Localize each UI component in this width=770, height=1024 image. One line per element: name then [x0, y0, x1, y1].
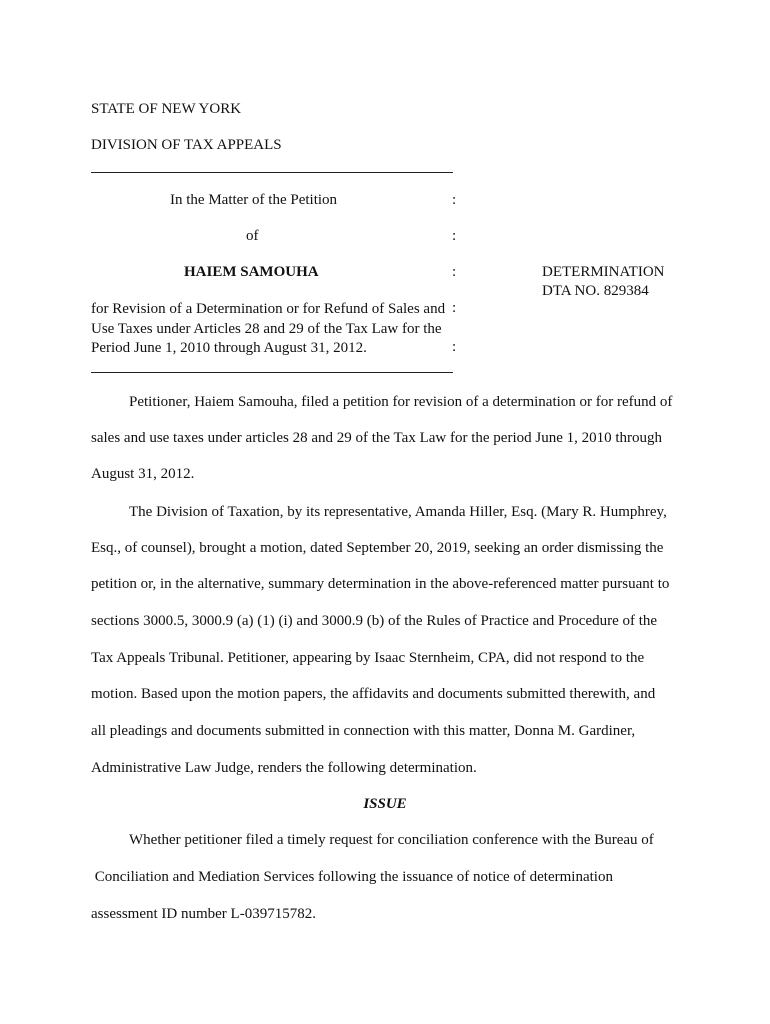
issue-heading: ISSUE: [363, 796, 407, 812]
body-text-line: August 31, 2012.: [91, 466, 195, 482]
caption-colon: :: [452, 192, 457, 208]
body-text-line: Whether petitioner filed a timely request for conciliation conference with the Bureau of: [129, 832, 654, 848]
state-heading: STATE OF NEW YORK: [91, 101, 242, 117]
body-text-line: motion. Based upon the motion papers, the affidavits and documents submitted therewith, and: [91, 686, 656, 702]
body-text-line: assessment ID number L-039715782.: [91, 906, 316, 922]
body-text-line: Petitioner, Haiem Samouha, filed a petition for revision of a determination or for refund of: [129, 394, 673, 410]
of-line: of: [246, 228, 259, 244]
caption-bottom-rule: [91, 372, 453, 373]
body-text-line: Conciliation and Mediation Services following the issuance of notice of determination: [91, 869, 613, 885]
caption-top-rule: [91, 172, 453, 173]
body-text-line: The Division of Taxation, by its representative, Amanda Hiller, Esq. (Mary R. Humphrey,: [129, 504, 667, 520]
matter-line: In the Matter of the Petition: [170, 192, 338, 208]
petition-purpose-line: for Revision of a Determination or for Refund of Sales and: [91, 301, 446, 317]
division-heading: DIVISION OF TAX APPEALS: [91, 137, 282, 153]
caption-colon: :: [452, 339, 457, 355]
caption-colon: :: [452, 300, 457, 316]
petitioner-name: HAIEM SAMOUHA: [184, 264, 319, 280]
body-text-line: petition or, in the alternative, summary determination in the above-referenced matter pursuant to: [91, 576, 670, 592]
petition-purpose-line: Period June 1, 2010 through August 31, 2012.: [91, 340, 367, 356]
determination-label: DETERMINATION: [542, 264, 665, 280]
body-text-line: sales and use taxes under articles 28 and 29 of the Tax Law for the period June 1, 2010 through: [91, 430, 663, 446]
body-text-line: Tax Appeals Tribunal. Petitioner, appearing by Isaac Sternheim, CPA, did not respond to the: [91, 650, 645, 666]
body-text-line: Administrative Law Judge, renders the following determination.: [91, 760, 477, 776]
petition-purpose-line: Use Taxes under Articles 28 and 29 of the Tax Law for the: [91, 321, 442, 337]
caption-colon: :: [452, 264, 457, 280]
body-text-line: Esq., of counsel), brought a motion, dated September 20, 2019, seeking an order dismissing the: [91, 540, 664, 556]
dta-number: DTA NO. 829384: [542, 283, 649, 299]
caption-colon: :: [452, 228, 457, 244]
body-text-line: all pleadings and documents submitted in connection with this matter, Donna M. Gardiner,: [91, 723, 636, 739]
body-text-line: sections 3000.5, 3000.9 (a) (1) (i) and 3000.9 (b) of the Rules of Practice and Procedure of the: [91, 613, 658, 629]
